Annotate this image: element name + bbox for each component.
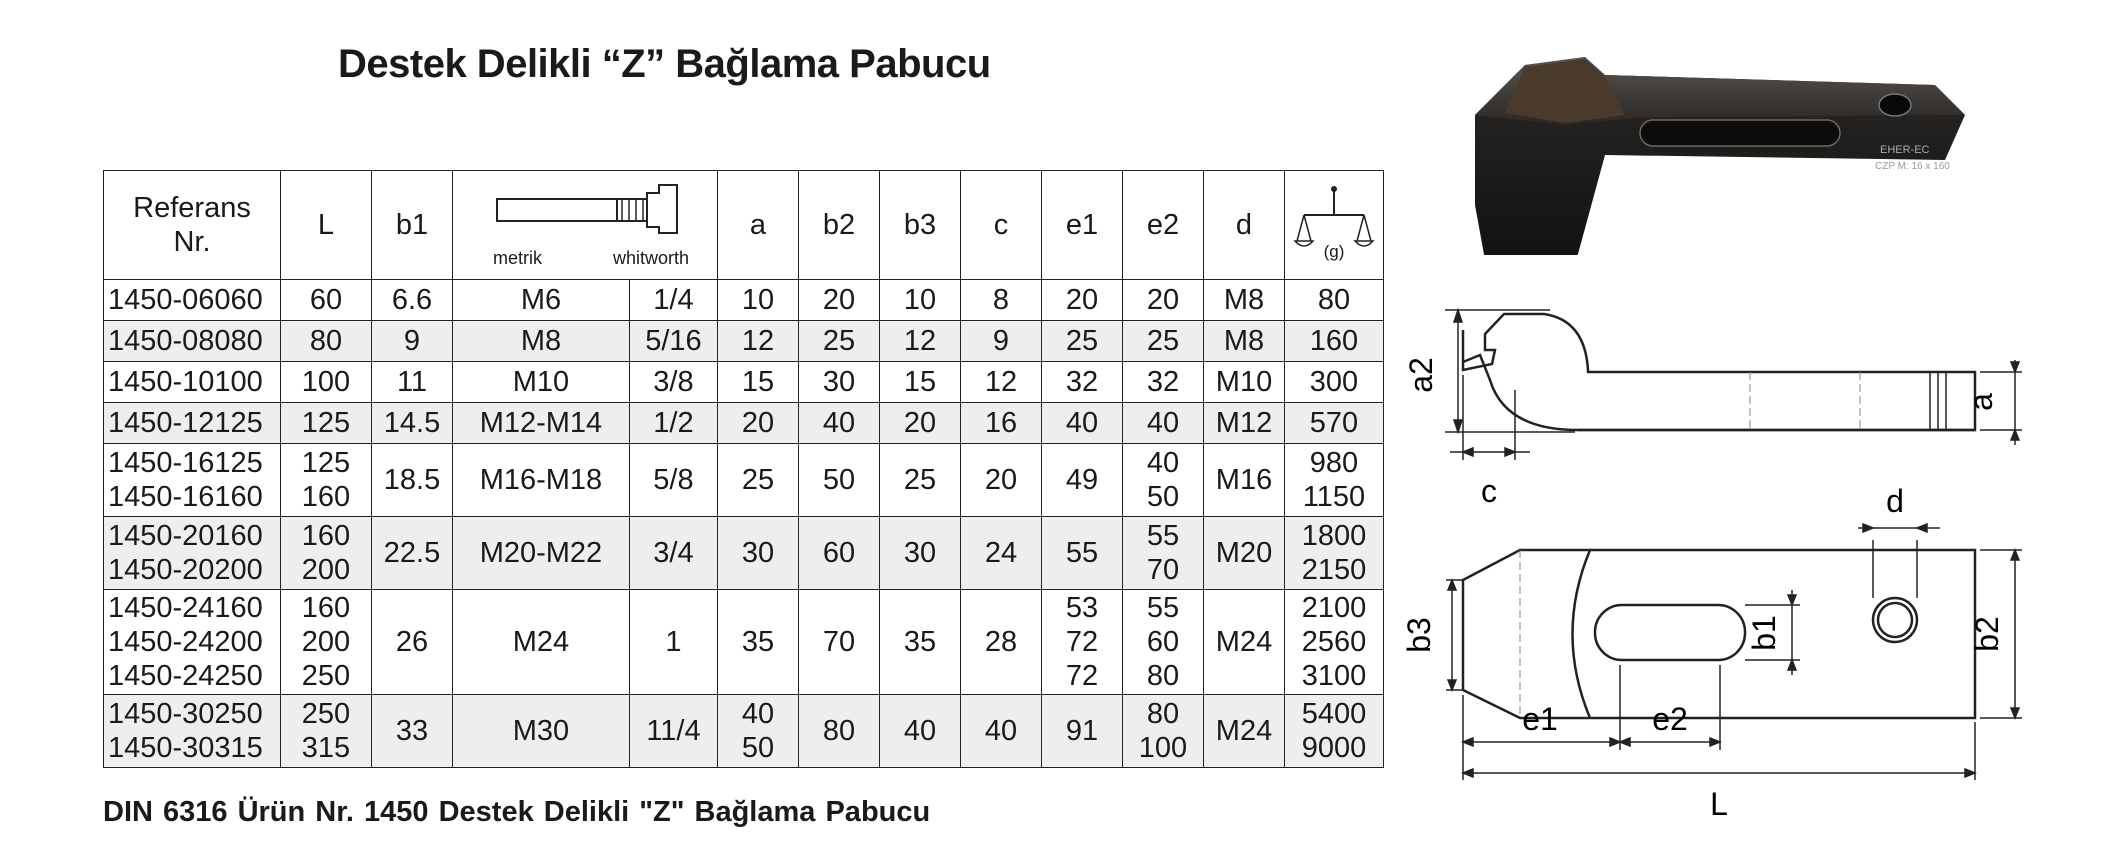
- header-e1: e1: [1042, 171, 1123, 280]
- cell-a-line: 30: [741, 537, 775, 569]
- header-a: a: [718, 171, 799, 280]
- cell-e1: [1042, 403, 1123, 444]
- cell-e2-line: 55: [1146, 592, 1180, 624]
- cell-d: M8: [1204, 280, 1285, 321]
- dim-label-b1: b1: [1746, 615, 1782, 651]
- cell-b3: 15: [880, 362, 961, 403]
- cell-d: M24: [1204, 590, 1285, 695]
- cell-L-line: 200: [301, 554, 351, 586]
- cell-c: 20: [961, 444, 1042, 517]
- cell-ref-line: 1450-24250: [108, 660, 263, 692]
- cell-L: [281, 362, 372, 403]
- cell-ref-line: 1450-08080: [108, 325, 263, 357]
- cell-a-line: 25: [741, 464, 775, 496]
- cell-metric: M24: [453, 590, 630, 695]
- cell-e2: [1123, 280, 1204, 321]
- cell-g-line: 300: [1309, 366, 1359, 398]
- dim-label-b3: b3: [1401, 617, 1437, 653]
- cell-d: M16: [1204, 444, 1285, 517]
- table-row: [104, 280, 1384, 321]
- cell-e1-line: 72: [1065, 660, 1099, 692]
- cell-e2-line: 55: [1146, 520, 1180, 552]
- cell-g-line: 980: [1309, 447, 1359, 479]
- cell-g: [1285, 362, 1384, 403]
- photo-marking-2: CZP M: 16 x 160: [1875, 161, 1950, 172]
- cell-metric: M12-M14: [453, 403, 630, 444]
- cell-ref: [104, 280, 281, 321]
- cell-L-line: 160: [301, 592, 351, 624]
- cell-a: [718, 444, 799, 517]
- product-photo: [1465, 55, 1985, 255]
- footer-caption: DIN 6316 Ürün Nr. 1450 Destek Delikli "Z" Bağlama Pabucu: [103, 796, 931, 828]
- cell-a: [718, 590, 799, 695]
- cell-b1: 33: [372, 695, 453, 768]
- cell-e1-line: 49: [1065, 464, 1099, 496]
- cell-ref-line: 1450-24160: [108, 592, 263, 624]
- cell-a: [718, 321, 799, 362]
- cell-e2: [1123, 321, 1204, 362]
- cell-metric: M30: [453, 695, 630, 768]
- dim-label-e1: e1: [1522, 701, 1558, 737]
- cell-b1: 6.6: [372, 280, 453, 321]
- cell-ref-line: 1450-16160: [108, 481, 263, 513]
- cell-e1-line: 25: [1065, 325, 1099, 357]
- cell-b3: 12: [880, 321, 961, 362]
- cell-ref: [104, 321, 281, 362]
- cell-e1-line: 40: [1065, 407, 1099, 439]
- table-row: [104, 695, 1384, 768]
- cell-e2-line: 40: [1146, 407, 1180, 439]
- cell-e1-line: 20: [1065, 284, 1099, 316]
- cell-g-line: 1800: [1301, 520, 1367, 552]
- header-e2: e2: [1123, 171, 1204, 280]
- cell-e2-line: 60: [1146, 626, 1180, 658]
- cell-e2: [1123, 517, 1204, 590]
- cell-ref: [104, 517, 281, 590]
- cell-metric: M10: [453, 362, 630, 403]
- cell-whitworth: 3/4: [629, 517, 717, 590]
- cell-b2: 30: [799, 362, 880, 403]
- header-d: d: [1204, 171, 1285, 280]
- cell-e2: [1123, 362, 1204, 403]
- cell-whitworth: 11/4: [629, 695, 717, 768]
- cell-c: 24: [961, 517, 1042, 590]
- header-whitworth: whitworth: [613, 248, 690, 268]
- cell-ref-line: 1450-16125: [108, 447, 263, 479]
- cell-ref-line: 1450-24200: [108, 626, 263, 658]
- cell-ref-line: 1450-20200: [108, 554, 263, 586]
- header-b2: b2: [799, 171, 880, 280]
- cell-L-line: 125: [301, 447, 351, 479]
- table-header-row: [104, 171, 1384, 280]
- dim-label-b2: b2: [1969, 616, 2005, 652]
- cell-e2: [1123, 444, 1204, 517]
- cell-c: 12: [961, 362, 1042, 403]
- dim-label-L: L: [1710, 786, 1728, 822]
- cell-b2: 25: [799, 321, 880, 362]
- cell-b3: 20: [880, 403, 961, 444]
- cell-ref: [104, 444, 281, 517]
- cell-g-line: 570: [1309, 407, 1359, 439]
- cell-ref-line: 1450-06060: [108, 284, 263, 316]
- cell-L: [281, 444, 372, 517]
- table-row: [104, 321, 1384, 362]
- cell-ref-line: 1450-20160: [108, 520, 263, 552]
- cell-g-line: 2100: [1301, 592, 1367, 624]
- cell-e2-line: 20: [1146, 284, 1180, 316]
- header-ref: [104, 171, 281, 280]
- dim-label-c: c: [1481, 473, 1497, 509]
- cell-e2-line: 80: [1146, 698, 1180, 730]
- cell-e1: [1042, 590, 1123, 695]
- cell-g-line: 2150: [1301, 554, 1367, 586]
- cell-e1: [1042, 517, 1123, 590]
- cell-a: [718, 403, 799, 444]
- cell-L: [281, 321, 372, 362]
- cell-b1: 9: [372, 321, 453, 362]
- cell-L-line: 160: [301, 520, 351, 552]
- cell-b2: 20: [799, 280, 880, 321]
- cell-g-line: 9000: [1301, 732, 1367, 764]
- cell-g: [1285, 403, 1384, 444]
- cell-L-line: 60: [309, 284, 343, 316]
- cell-ref-line: 1450-30250: [108, 698, 263, 730]
- cell-e1-line: 53: [1065, 592, 1099, 624]
- dim-label-e2: e2: [1652, 701, 1688, 737]
- cell-d: M24: [1204, 695, 1285, 768]
- cell-L-line: 80: [309, 325, 343, 357]
- spec-table: [103, 170, 1384, 768]
- cell-e2-line: 70: [1146, 554, 1180, 586]
- cell-e1: [1042, 444, 1123, 517]
- table-row: [104, 362, 1384, 403]
- cell-c: 8: [961, 280, 1042, 321]
- cell-ref-line: 1450-30315: [108, 732, 263, 764]
- cell-a-line: 10: [741, 284, 775, 316]
- cell-b2: 50: [799, 444, 880, 517]
- cell-g-line: 5400: [1301, 698, 1367, 730]
- cell-L-line: 200: [301, 626, 351, 658]
- cell-L-line: 125: [301, 407, 351, 439]
- cell-d: M10: [1204, 362, 1285, 403]
- cell-e1: [1042, 695, 1123, 768]
- cell-b3: 40: [880, 695, 961, 768]
- cell-ref-line: 1450-10100: [108, 366, 263, 398]
- cell-L: [281, 280, 372, 321]
- cell-b1: 18.5: [372, 444, 453, 517]
- cell-e1: [1042, 321, 1123, 362]
- cell-e2: [1123, 695, 1204, 768]
- cell-b1: 11: [372, 362, 453, 403]
- cell-g-line: 3100: [1301, 660, 1367, 692]
- dim-label-d: d: [1886, 483, 1904, 519]
- cell-ref: [104, 695, 281, 768]
- cell-d: M12: [1204, 403, 1285, 444]
- plan-view-drawing: [1370, 470, 2030, 830]
- cell-ref: [104, 590, 281, 695]
- cell-ref: [104, 403, 281, 444]
- header-thread: [453, 171, 718, 280]
- cell-g: [1285, 444, 1384, 517]
- cell-c: 28: [961, 590, 1042, 695]
- cell-ref-line: 1450-12125: [108, 407, 263, 439]
- cell-d: M20: [1204, 517, 1285, 590]
- cell-e2-line: 100: [1138, 732, 1188, 764]
- cell-e2-line: 80: [1146, 660, 1180, 692]
- cell-b2: 40: [799, 403, 880, 444]
- cell-g: [1285, 590, 1384, 695]
- cell-c: 9: [961, 321, 1042, 362]
- cell-a: [718, 362, 799, 403]
- cell-a-line: 50: [741, 732, 775, 764]
- cell-ref: [104, 362, 281, 403]
- cell-L: [281, 695, 372, 768]
- cell-L: [281, 403, 372, 444]
- cell-e2-line: 50: [1146, 481, 1180, 513]
- cell-c: 40: [961, 695, 1042, 768]
- cell-b3: 25: [880, 444, 961, 517]
- header-ref-line1: Referans: [133, 192, 251, 224]
- cell-L: [281, 590, 372, 695]
- cell-a: [718, 280, 799, 321]
- cell-b2: 70: [799, 590, 880, 695]
- cell-b1: 22.5: [372, 517, 453, 590]
- cell-a: [718, 695, 799, 768]
- header-L: L: [281, 171, 372, 280]
- cell-a-line: 20: [741, 407, 775, 439]
- cell-L: [281, 517, 372, 590]
- cell-g-line: 2560: [1301, 626, 1367, 658]
- cell-a: [718, 517, 799, 590]
- dim-label-a: a: [1963, 393, 1999, 411]
- cell-e1-line: 55: [1065, 537, 1099, 569]
- cell-whitworth: 1/2: [629, 403, 717, 444]
- cell-L-line: 160: [301, 481, 351, 513]
- cell-metric: M20-M22: [453, 517, 630, 590]
- header-b1: b1: [372, 171, 453, 280]
- cell-d: M8: [1204, 321, 1285, 362]
- cell-e2-line: 32: [1146, 366, 1180, 398]
- cell-g: [1285, 280, 1384, 321]
- cell-metric: M8: [453, 321, 630, 362]
- cell-g-line: 80: [1317, 284, 1351, 316]
- header-weight: [1285, 171, 1384, 280]
- cell-e1-line: 91: [1065, 715, 1099, 747]
- cell-e2-line: 40: [1146, 447, 1180, 479]
- cell-e1-line: 32: [1065, 366, 1099, 398]
- cell-metric: M16-M18: [453, 444, 630, 517]
- cell-metric: M6: [453, 280, 630, 321]
- cell-a-line: 40: [741, 698, 775, 730]
- cell-a-line: 12: [741, 325, 775, 357]
- cell-b2: 80: [799, 695, 880, 768]
- cell-b3: 30: [880, 517, 961, 590]
- cell-L-line: 250: [301, 660, 351, 692]
- cell-g: [1285, 321, 1384, 362]
- cell-L-line: 100: [301, 366, 351, 398]
- cell-e2-line: 25: [1146, 325, 1180, 357]
- cell-g-line: 1150: [1302, 481, 1366, 513]
- page-title: Destek Delikli “Z” Bağlama Pabucu: [338, 42, 991, 86]
- header-c: c: [961, 171, 1042, 280]
- cell-whitworth: 1: [629, 590, 717, 695]
- cell-whitworth: 5/8: [629, 444, 717, 517]
- cell-c: 16: [961, 403, 1042, 444]
- cell-b1: 14.5: [372, 403, 453, 444]
- dim-label-a2: a2: [1403, 357, 1439, 393]
- table-row: [104, 590, 1384, 695]
- cell-whitworth: 1/4: [629, 280, 717, 321]
- cell-a-line: 15: [741, 366, 775, 398]
- cell-e2: [1123, 403, 1204, 444]
- cell-g: [1285, 695, 1384, 768]
- cell-e2: [1123, 590, 1204, 695]
- cell-whitworth: 3/8: [629, 362, 717, 403]
- cell-b2: 60: [799, 517, 880, 590]
- cell-L-line: 250: [301, 698, 351, 730]
- cell-L-line: 315: [301, 732, 351, 764]
- table-row: [104, 517, 1384, 590]
- cell-a-line: 35: [741, 626, 775, 658]
- header-b3: b3: [880, 171, 961, 280]
- cell-b1: 26: [372, 590, 453, 695]
- cell-e1: [1042, 280, 1123, 321]
- cell-g: [1285, 517, 1384, 590]
- cell-g-line: 160: [1309, 325, 1359, 357]
- cell-e1-line: 72: [1065, 626, 1099, 658]
- table-row: [104, 444, 1384, 517]
- header-metric: metrik: [493, 248, 542, 268]
- header-weight-unit: (g): [1323, 242, 1345, 261]
- cell-b3: 10: [880, 280, 961, 321]
- cell-whitworth: 5/16: [629, 321, 717, 362]
- cell-e1: [1042, 362, 1123, 403]
- cell-b3: 35: [880, 590, 961, 695]
- header-ref-line2: Nr.: [173, 226, 211, 258]
- photo-marking-1: EHER-EC: [1880, 144, 1930, 156]
- table-row: [104, 403, 1384, 444]
